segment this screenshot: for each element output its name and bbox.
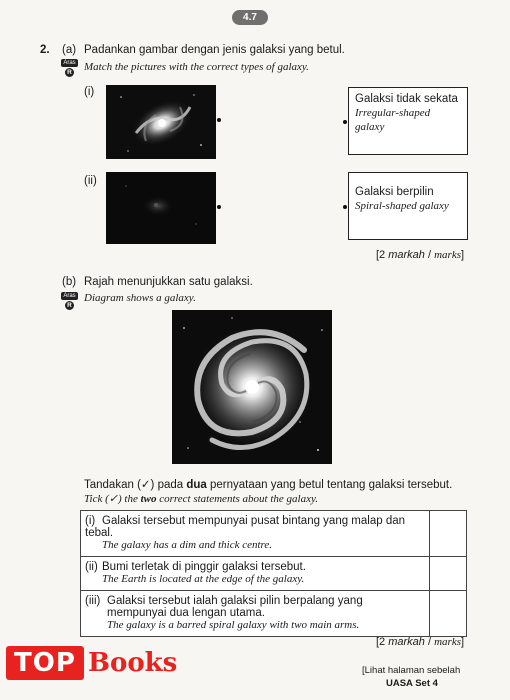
tick-ms-part1: Tandakan ( <box>84 479 141 491</box>
irregular-galaxy-photo <box>106 172 216 244</box>
aras-label: Aras <box>61 59 78 67</box>
match-dot-left-ii[interactable] <box>217 205 221 209</box>
tick-mark-icon-en: ✓ <box>108 493 118 505</box>
tick-mark-icon: ✓ <box>140 479 151 491</box>
logo-top: TOP <box>6 646 84 680</box>
logo-books: Books <box>88 648 178 678</box>
next-page-note: [Lihat halaman sebelah <box>362 665 461 676</box>
tick-ms-part3: pernyataan yang betul tentang galaksi tersebut. <box>206 479 453 491</box>
aras-label-b: Aras <box>61 292 78 300</box>
tick-box[interactable] <box>430 591 467 637</box>
question-number: 2. <box>40 44 50 56</box>
statement-en: The galaxy has a dim and thick centre. <box>102 539 273 551</box>
tick-box[interactable] <box>430 511 467 557</box>
set-label: UASA Set 4 <box>386 678 438 689</box>
part-a-marks <box>376 249 464 261</box>
option-irregular-box[interactable] <box>348 87 468 155</box>
option-2-en: Spiral-shaped galaxy <box>355 200 449 212</box>
marks-en: marks <box>434 249 461 261</box>
page-number-badge: 4.7 <box>232 10 268 25</box>
tick-en-part2: ) the <box>117 493 141 505</box>
aras-badge-b <box>61 292 78 309</box>
table-row <box>81 591 467 637</box>
item-i-label: (i) <box>84 86 95 98</box>
marks-ms: markah <box>388 249 425 261</box>
match-dot-left-i[interactable] <box>217 118 221 122</box>
part-a-instruction-en: Match the pictures with the correct types of galaxy. <box>84 61 309 73</box>
spiral-galaxy-photo <box>172 310 332 464</box>
statement-en: The galaxy is a barred spiral galaxy with two main arms. <box>107 619 360 631</box>
tick-en-part3: correct statements about the galaxy. <box>156 493 318 505</box>
part-b-marks <box>376 636 464 648</box>
tick-instruction-en <box>84 492 318 505</box>
part-b-instruction-en: Diagram shows a galaxy. <box>84 292 196 304</box>
option-spiral-box[interactable] <box>348 172 468 240</box>
tick-instruction-ms <box>84 477 452 491</box>
option-1-ms: Galaksi tidak sekata <box>355 93 458 105</box>
table-row <box>81 557 467 591</box>
statement-ms: Bumi terletak di pinggir galaksi tersebut. <box>102 561 306 573</box>
tick-ms-part2: ) pada <box>150 479 187 491</box>
aras-level-b: R <box>65 301 74 310</box>
statement-number: (ii) <box>85 561 98 573</box>
tick-en-bold: two <box>140 493 157 505</box>
aras-level: R <box>65 68 74 77</box>
statement-ms: Galaksi tersebut ialah galaksi pilin berpalang yang mempunyai dua lengan utama. <box>107 595 363 619</box>
match-dot-right-1[interactable] <box>343 120 347 124</box>
marks-prefix: [2 <box>376 249 389 261</box>
part-a-label: (a) <box>62 44 77 56</box>
marks-en: marks <box>434 636 461 648</box>
statement-en: The Earth is located at the edge of the galaxy. <box>102 573 305 585</box>
statement-ms: Galaksi tersebut mempunyai pusat bintang yang malap dan tebal. <box>85 515 406 539</box>
part-b-instruction-ms: Rajah menunjukkan satu galaksi. <box>84 276 253 288</box>
marks-suffix: ] <box>460 249 465 261</box>
match-dot-right-2[interactable] <box>343 205 347 209</box>
statement-number: (i) <box>85 515 96 527</box>
marks-sep: / <box>424 249 435 261</box>
table-row <box>81 511 467 557</box>
marks-suffix: ] <box>460 636 465 648</box>
statement-number: (iii) <box>85 595 101 607</box>
statement-cell <box>81 591 430 637</box>
aras-badge <box>61 59 78 76</box>
marks-sep: / <box>424 636 435 648</box>
part-b-label: (b) <box>62 276 77 288</box>
tick-en-part1: Tick ( <box>84 493 109 505</box>
statement-cell <box>81 511 430 557</box>
barred-spiral-galaxy-photo <box>106 85 216 159</box>
tick-ms-bold: dua <box>186 479 207 491</box>
option-2-ms: Galaksi berpilin <box>355 186 434 198</box>
tick-box[interactable] <box>430 557 467 591</box>
item-ii-label: (ii) <box>84 175 97 187</box>
option-1-en: Irregular-shaped galaxy <box>355 107 431 133</box>
marks-prefix: [2 <box>376 636 389 648</box>
statements-table <box>80 510 467 637</box>
marks-ms: markah <box>388 636 425 648</box>
part-a-instruction-ms: Padankan gambar dengan jenis galaksi yang betul. <box>84 44 345 56</box>
statement-cell <box>81 557 430 591</box>
